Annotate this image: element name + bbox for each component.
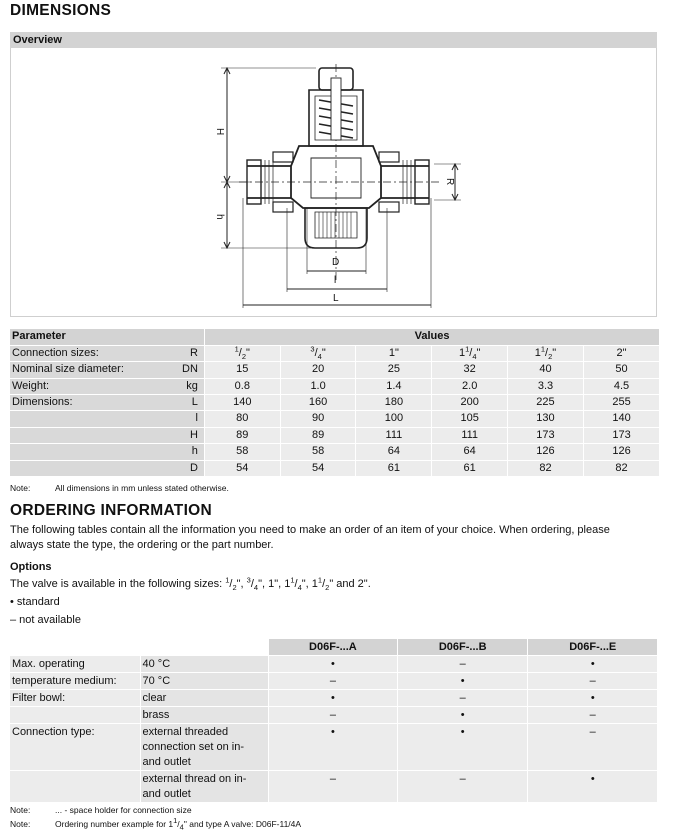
intro-line-2: always state the type, the ordering or the part number. (10, 539, 274, 551)
table-cell: 82 (583, 460, 659, 476)
row-unit: H (180, 427, 204, 443)
mark-cell: – (398, 690, 528, 707)
row-unit: L (180, 395, 204, 411)
table-cell: 89 (280, 427, 356, 443)
table-row (10, 378, 659, 394)
table-cell: 180 (356, 395, 432, 411)
dim-label-l: l (334, 275, 337, 286)
table-cell: 1.4 (356, 378, 432, 394)
mark-cell: • (268, 690, 398, 707)
table-cell: 105 (432, 411, 508, 427)
row-unit: h (180, 444, 204, 460)
table-row (10, 345, 659, 361)
mark-cell: • (398, 707, 528, 724)
connection-size-1-1-4: $1^1/_4$" (432, 345, 508, 361)
table-row (10, 411, 659, 427)
group-label (10, 771, 140, 803)
table-cell: 80 (204, 411, 280, 427)
table-cell: 61 (356, 460, 432, 476)
mark-cell: – (268, 771, 398, 803)
options-title: Options (10, 561, 52, 573)
header-type-a: D06F-...A (268, 639, 398, 656)
table-cell: 25 (356, 362, 432, 378)
values-header: Values (204, 329, 659, 345)
table-cell: 64 (432, 444, 508, 460)
table-cell: 111 (356, 427, 432, 443)
row-label (10, 427, 180, 443)
sizes-prefix: The valve is available in the following sizes: (10, 578, 226, 590)
note-text-prefix: Ordering number example for (55, 819, 169, 829)
row-label (10, 444, 180, 460)
mark-cell: • (528, 771, 658, 803)
mark-cell: – (268, 707, 398, 724)
mark-cell: – (398, 771, 528, 803)
mark-cell: – (528, 724, 658, 771)
option-label: external thread on in- and outlet (140, 771, 268, 803)
mark-cell: – (268, 673, 398, 690)
table-cell: 58 (280, 444, 356, 460)
table-cell: 90 (280, 411, 356, 427)
row-label: Nominal size diameter: (10, 362, 180, 378)
option-label: clear (140, 690, 268, 707)
table-row (10, 690, 657, 707)
table-cell: 111 (432, 427, 508, 443)
option-label: external threaded connection set on in- and outlet (140, 724, 268, 771)
table-cell: 0.8 (204, 378, 280, 394)
dimensions-table-header (10, 329, 659, 345)
ordering-title: ORDERING INFORMATION (10, 502, 213, 519)
option-label: 40 °C (140, 656, 268, 673)
table-cell: 15 (204, 362, 280, 378)
dim-label-R: R (444, 178, 455, 186)
table-cell: 4.5 (583, 378, 659, 394)
mark-cell: • (268, 656, 398, 673)
row-label (10, 411, 180, 427)
table-row (10, 724, 657, 771)
table-row (10, 707, 657, 724)
options-table-header (10, 639, 657, 656)
header-type-b: D06F-...B (398, 639, 528, 656)
table-cell: 225 (508, 395, 584, 411)
dim-label-h: h (214, 214, 225, 220)
dim-label-D: D (332, 257, 340, 268)
overview-section-bar (10, 32, 657, 48)
note-label: Note: (10, 805, 31, 815)
note-label: Note: (10, 483, 31, 493)
table-cell: 200 (432, 395, 508, 411)
table-row (10, 656, 657, 673)
dimensions-note (10, 483, 229, 493)
table-cell: 61 (432, 460, 508, 476)
note-text: ... - space holder for connection size (55, 805, 192, 815)
table-cell: 40 (508, 362, 584, 378)
sizes-line: The valve is available in the following sizes: $^1/_2$", $^3/_4$", 1", $1^1/_4$", $1^1/_2$" and 2". (10, 575, 371, 593)
valve-dimension-drawing (11, 48, 656, 316)
table-cell: 58 (204, 444, 280, 460)
dim-label-L: L (333, 293, 339, 304)
table-cell: 50 (583, 362, 659, 378)
mark-cell: – (528, 673, 658, 690)
connection-size-1-2: $^1/_2$" (204, 345, 280, 361)
dim-label-H: H (214, 128, 225, 136)
table-row (10, 362, 659, 378)
table-cell: 126 (583, 444, 659, 460)
connection-size-1-1-2: $1^1/_2$" (508, 345, 584, 361)
note-label: Note: (10, 819, 31, 829)
dimension-drawing-box (10, 48, 657, 317)
row-label: Connection sizes: (10, 345, 180, 361)
note-text: All dimensions in mm unless stated otherwise. (55, 483, 229, 493)
group-label: Filter bowl: (10, 690, 140, 707)
table-cell: 82 (508, 460, 584, 476)
mark-cell: • (528, 690, 658, 707)
row-unit: DN (180, 362, 204, 378)
table-cell: 173 (583, 427, 659, 443)
table-cell: 54 (280, 460, 356, 476)
parameter-header: Parameter (10, 329, 180, 345)
row-label: Dimensions: (10, 395, 180, 411)
table-cell: 100 (356, 411, 432, 427)
legend-not-available: – not available (10, 614, 81, 626)
connection-size-1: 1" (356, 345, 432, 361)
table-cell: 140 (583, 411, 659, 427)
table-cell: 2.0 (432, 378, 508, 394)
row-unit: D (180, 460, 204, 476)
table-row (10, 444, 659, 460)
mark-cell: • (268, 724, 398, 771)
legend-standard: • standard (10, 596, 60, 608)
table-cell: 64 (356, 444, 432, 460)
mark-cell: – (398, 656, 528, 673)
header-type-e: D06F-...E (528, 639, 658, 656)
table-cell: 3.3 (508, 378, 584, 394)
group-label (10, 707, 140, 724)
ordering-note-1 (10, 805, 192, 815)
group-label: Connection type: (10, 724, 140, 771)
table-cell: 255 (583, 395, 659, 411)
table-cell: 126 (508, 444, 584, 460)
table-cell: 140 (204, 395, 280, 411)
note-text-suffix: and type A valve: D06F-11/4A (186, 819, 302, 829)
group-label: Max. operating (10, 656, 140, 673)
ordering-intro (10, 523, 665, 553)
dimensions-title: DIMENSIONS (10, 2, 112, 19)
row-label: Weight: (10, 378, 180, 394)
table-cell: 20 (280, 362, 356, 378)
table-cell: 1.0 (280, 378, 356, 394)
connection-size-2: 2" (583, 345, 659, 361)
table-cell: 173 (508, 427, 584, 443)
row-unit: R (180, 345, 204, 361)
row-label (10, 460, 180, 476)
mark-cell: • (398, 724, 528, 771)
group-label: temperature medium: (10, 673, 140, 690)
mark-cell: • (398, 673, 528, 690)
table-row (10, 395, 659, 411)
overview-label: Overview (13, 34, 62, 46)
table-cell: 54 (204, 460, 280, 476)
table-cell: 32 (432, 362, 508, 378)
table-row (10, 460, 659, 476)
table-cell: 160 (280, 395, 356, 411)
mark-cell: – (528, 707, 658, 724)
ordering-options-table (10, 639, 657, 803)
table-cell: 89 (204, 427, 280, 443)
row-unit: l (180, 411, 204, 427)
mark-cell: • (528, 656, 658, 673)
row-unit: kg (180, 378, 204, 394)
option-label: brass (140, 707, 268, 724)
sizes-suffix: and 2". (333, 578, 371, 590)
intro-line-1: The following tables contain all the information you need to make an order of an item of your choice. When ordering, please (10, 524, 610, 536)
ordering-note-2: Note: Ordering number example for $1^1/_4$" and type A valve: D06F-11/4A (10, 816, 302, 830)
connection-size-3-4: $^3/_4$" (280, 345, 356, 361)
table-row (10, 673, 657, 690)
option-label: 70 °C (140, 673, 268, 690)
table-row (10, 427, 659, 443)
dimensions-table (10, 329, 659, 477)
table-row (10, 771, 657, 803)
table-cell: 130 (508, 411, 584, 427)
